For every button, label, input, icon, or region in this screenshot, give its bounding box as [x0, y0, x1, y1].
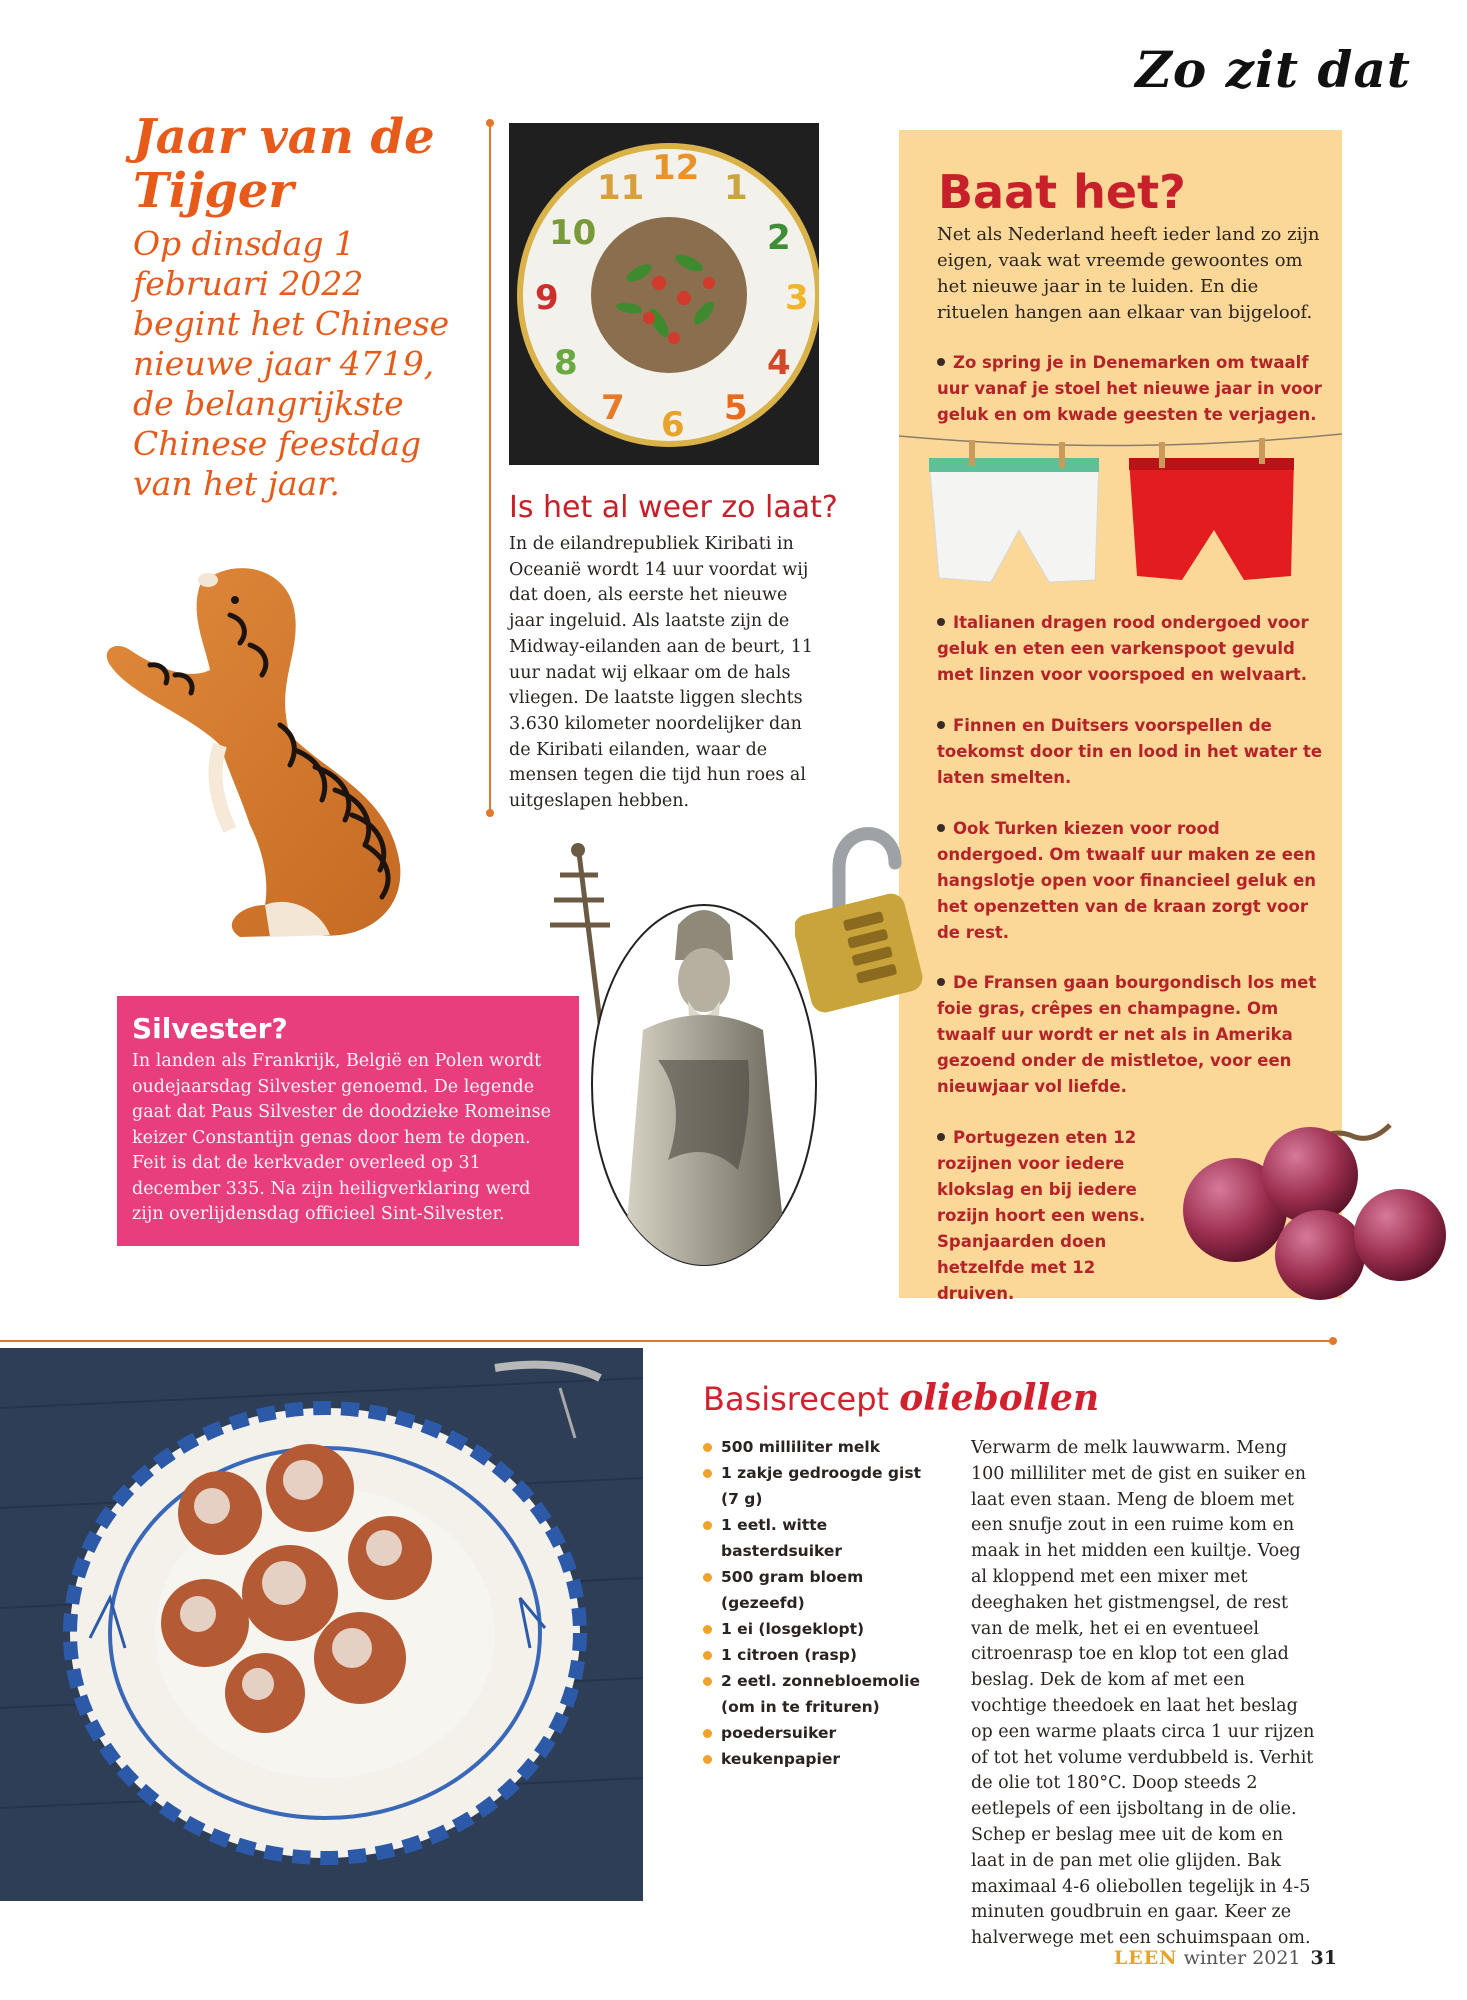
ingredient-item: 2 eetl. zonnebloemolie (om in te frituren): [703, 1668, 933, 1720]
page-number: 31: [1310, 1947, 1337, 1969]
pope-statue-photo: [538, 840, 823, 1280]
clock-number: 3: [785, 278, 809, 318]
section-divider: [0, 1340, 1333, 1342]
tiger-photo: [90, 545, 470, 955]
bullet-icon: [937, 721, 945, 729]
grapes-photo: [1160, 1105, 1460, 1305]
tiger-heading: Jaar van de Tijger: [133, 109, 435, 219]
recipe-heading-light: Basisrecept: [703, 1380, 890, 1418]
clock-number: 8: [554, 343, 578, 383]
clock-plate-photo: [509, 123, 819, 465]
page-footer: [1114, 1947, 1337, 1969]
oliebollen-photo: [0, 1348, 643, 1901]
tiger-intro: Op dinsdag 1 februari 2022 begint het Chinese nieuwe jaar 4719, de belangrijkste Chinese feestdag van het jaar.: [133, 224, 450, 503]
column-divider: [489, 123, 491, 813]
bullet-icon: [937, 358, 945, 366]
clock-number: 1: [724, 168, 748, 208]
baat-item: Finnen en Duitsers voorspellen de toekomst door tin en lood in het water te laten smelten.: [937, 716, 1323, 787]
clock-number: 9: [535, 278, 559, 318]
ingredient-item: keukenpapier: [703, 1746, 933, 1772]
bullet-icon: [937, 1133, 945, 1141]
baat-heading: Baat het?: [938, 165, 1186, 219]
ingredient-item: poedersuiker: [703, 1720, 933, 1746]
ingredient-item: 1 citroen (rasp): [703, 1642, 933, 1668]
ingredient-item: 1 ei (losgeklopt): [703, 1616, 933, 1642]
silvester-heading: Silvester?: [132, 1012, 288, 1045]
recipe-heading-bold: oliebollen: [899, 1377, 1100, 1419]
magazine-brand: LEEN: [1113, 1947, 1178, 1969]
baat-item: Zo spring je in Denemarken om twaalf uur vanaf je stoel het nieuwe jaar in voor geluk en om kwade geesten te verjagen.: [937, 353, 1322, 424]
recipe-heading: [703, 1377, 1099, 1419]
clock-number: 5: [724, 388, 748, 428]
baat-intro: Net als Nederland heeft ieder land zo zijn eigen, vaak wat vreemde gewoontes om het nieuwe jaar in te luiden. En die rituelen hangen aan elkaar van bijgeloof.: [937, 224, 1320, 323]
ingredient-item: 1 eetl. witte basterdsuiker: [703, 1512, 933, 1564]
baat-item: Ook Turken kiezen voor rood ondergoed. Om twaalf uur maken ze een hangslotje open voor financieel geluk en het openzetten van de kraan zorgt voor de rest.: [937, 819, 1317, 942]
bullet-icon: [937, 978, 945, 986]
ingredient-item: 500 gram bloem (gezeefd): [703, 1564, 933, 1616]
ingredient-list: [703, 1434, 933, 1772]
section-title: Zo zit dat: [1135, 40, 1411, 99]
baat-item: De Fransen gaan bourgondisch los met foie gras, crêpes en champagne. Om twaalf uur wordt er net als in Amerika gezoend onder de mistletoe, voor een nieuwjaar vol liefde.: [937, 973, 1317, 1096]
bullet-icon: [937, 618, 945, 626]
clock-number: 2: [767, 218, 791, 258]
late-body: In de eilandrepubliek Kiribati in Oceanië wordt 14 uur voordat wij dat doen, als eerste het nieuwe jaar ingeluid. Als laatste zijn de Midway-eilanden aan de beurt, 11 uur nadat wij elkaar om de hals vliegen. De laatste liggen slechts 3.630 kilometer noordelijker dan de Kiribati eilanden, waar de mensen tegen die tijd hun roes al uitgeslapen hebben.: [509, 534, 814, 812]
issue-label: winter 2021: [1183, 1947, 1301, 1969]
silvester-body: In landen als Frankrijk, België en Polen wordt oudejaarsdag Silvester genoemd. De legende gaat dat Paus Silvester de doodzieke Romeinse keizer Constantijn genas door hem te dopen. Feit is dat de kerkvader overleed op 31 december 335. Na zijn heiligverklaring werd zijn overlijdensdag officieel Sint-Silvester.: [132, 1051, 552, 1224]
clock-number: 12: [652, 148, 700, 188]
bullet-icon: [937, 824, 945, 832]
ingredient-item: 500 milliliter melk: [703, 1434, 933, 1460]
recipe-method: Verwarm de melk lauwwarm. Meng 100 milliliter met de gist en suiker en laat even staan. Meng de bloem met een snufje zout in een ruime kom en maak in het midden een kuiltje. Voeg al kloppend met een mixer met deeghaken het gistmengsel, de rest van de melk, het ei en eventueel citroenrasp toe en klop tot een glad beslag. Dek de kom af met een vochtige theedoek en laat het beslag op een warme plaats circa 1 uur rijzen of tot het volume verdubbeld is. Verhit de olie tot 180°C. Doop steeds 2 eetlepels of een ijsboltang in de olie. Schep er beslag mee uit de kom en laat in de pan met olie glijden. Bak maximaal 4-6 oliebollen tegelijk in 4-5 minuten goudbruin en gaar. Keer ze halverwege met een schuimspaan om.: [971, 1438, 1315, 1949]
underwear-photo: [899, 430, 1342, 605]
baat-item: Portugezen eten 12 rozijnen voor iedere klokslag en bij iedere rozijn hoort een wens. Spanjaarden doen hetzelfde met 12 druiven.: [937, 1128, 1146, 1303]
clock-number: 7: [601, 388, 625, 428]
clock-number: 6: [661, 405, 685, 445]
clock-number: 10: [549, 213, 597, 253]
baat-item: Italianen dragen rood ondergoed voor geluk en eten een varkenspoot gevuld met linzen voor voorspoed en welvaart.: [937, 613, 1309, 684]
clock-number: 4: [767, 343, 791, 383]
clock-number: 11: [597, 168, 645, 208]
ingredient-item: 1 zakje gedroogde gist (7 g): [703, 1460, 933, 1512]
late-heading: Is het al weer zo laat?: [509, 490, 838, 525]
